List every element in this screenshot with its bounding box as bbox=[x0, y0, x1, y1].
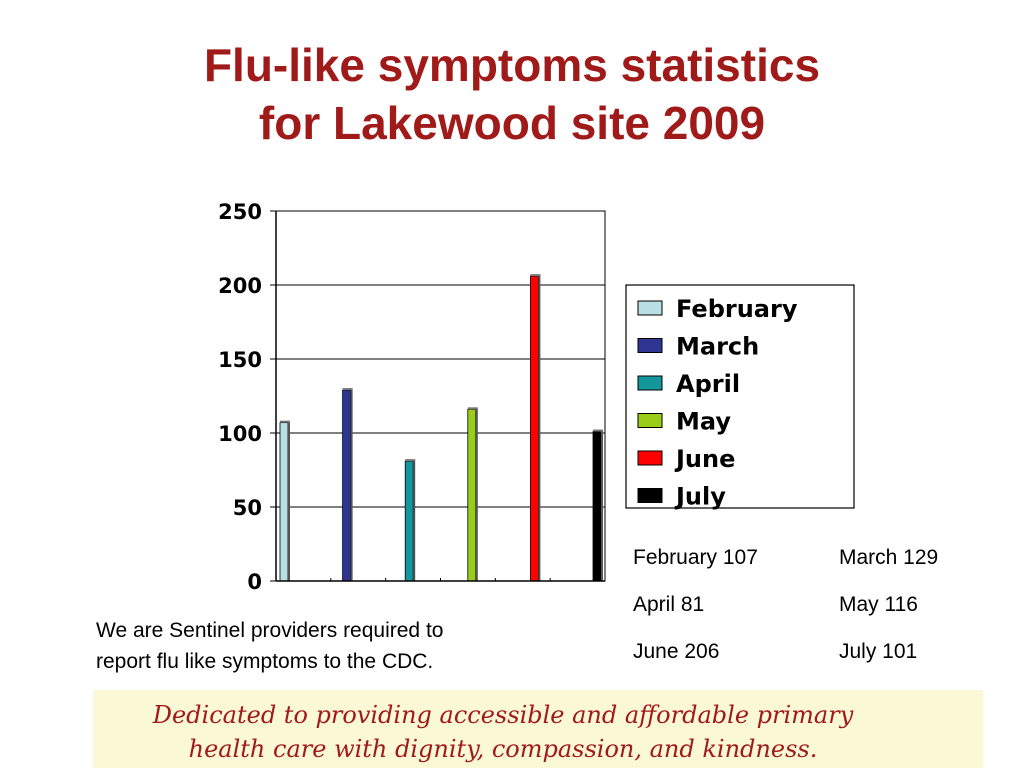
bar-may bbox=[468, 409, 476, 581]
legend-swatch-june bbox=[638, 451, 662, 465]
y-tick-label: 0 bbox=[247, 570, 262, 594]
stat-june: June 206 bbox=[633, 640, 720, 663]
sentinel-note bbox=[96, 615, 536, 677]
legend-swatch-april bbox=[638, 376, 662, 390]
tagline-text bbox=[93, 698, 913, 766]
chart-legend bbox=[626, 285, 854, 511]
legend-swatch-july bbox=[638, 489, 662, 503]
tagline-line-1: Dedicated to providing accessible and affordable primary bbox=[152, 701, 854, 729]
stat-july: July 101 bbox=[839, 640, 918, 663]
y-tick-label: 200 bbox=[218, 274, 262, 298]
bar-shadow bbox=[476, 408, 478, 581]
stat-march: March 129 bbox=[839, 546, 939, 569]
bar-shadow bbox=[601, 430, 603, 581]
plot-area bbox=[276, 211, 605, 581]
title-line-1: Flu-like symptoms statistics bbox=[203, 39, 821, 91]
bar-shadow bbox=[288, 421, 290, 581]
y-tick-label: 150 bbox=[218, 348, 262, 372]
y-tick-label: 100 bbox=[218, 422, 262, 446]
bar-top bbox=[343, 388, 353, 390]
note-line-1: We are Sentinel providers required to bbox=[96, 619, 444, 642]
bar-shadow bbox=[538, 275, 540, 581]
bar-top bbox=[280, 421, 290, 423]
stat-may: May 116 bbox=[839, 593, 918, 616]
bar-july bbox=[593, 432, 601, 581]
title-line-2: for Lakewood site 2009 bbox=[258, 97, 766, 149]
legend-label-february: February bbox=[676, 295, 798, 323]
bar-top bbox=[468, 407, 478, 409]
legend-label-july: July bbox=[676, 482, 726, 511]
stat-february: February 107 bbox=[633, 546, 758, 569]
legend-swatch-february bbox=[638, 301, 662, 315]
bar-february bbox=[280, 423, 288, 581]
legend-label-april: April bbox=[676, 370, 741, 398]
bar-april bbox=[405, 461, 413, 581]
bar-shadow bbox=[413, 460, 415, 581]
legend-label-may: May bbox=[676, 407, 731, 436]
legend-label-march: March bbox=[676, 332, 760, 361]
chart-plot bbox=[218, 200, 605, 594]
bar-june bbox=[530, 276, 538, 581]
bar-top bbox=[530, 274, 540, 276]
bar-march bbox=[343, 390, 351, 581]
legend-swatch-may bbox=[638, 414, 662, 428]
bar-top bbox=[405, 459, 415, 461]
tagline-line-2: health care with dignity, compassion, and kindness. bbox=[188, 735, 818, 763]
stat-april: April 81 bbox=[633, 593, 705, 616]
legend-label-june: June bbox=[676, 445, 736, 473]
note-line-2: report flu like symptoms to the CDC. bbox=[96, 650, 434, 673]
bar-shadow bbox=[351, 389, 353, 581]
legend-swatch-march bbox=[638, 339, 662, 353]
y-tick-label: 50 bbox=[232, 496, 262, 520]
bar-top bbox=[593, 430, 603, 432]
tagline-banner bbox=[93, 690, 983, 768]
y-tick-label: 250 bbox=[218, 200, 262, 224]
